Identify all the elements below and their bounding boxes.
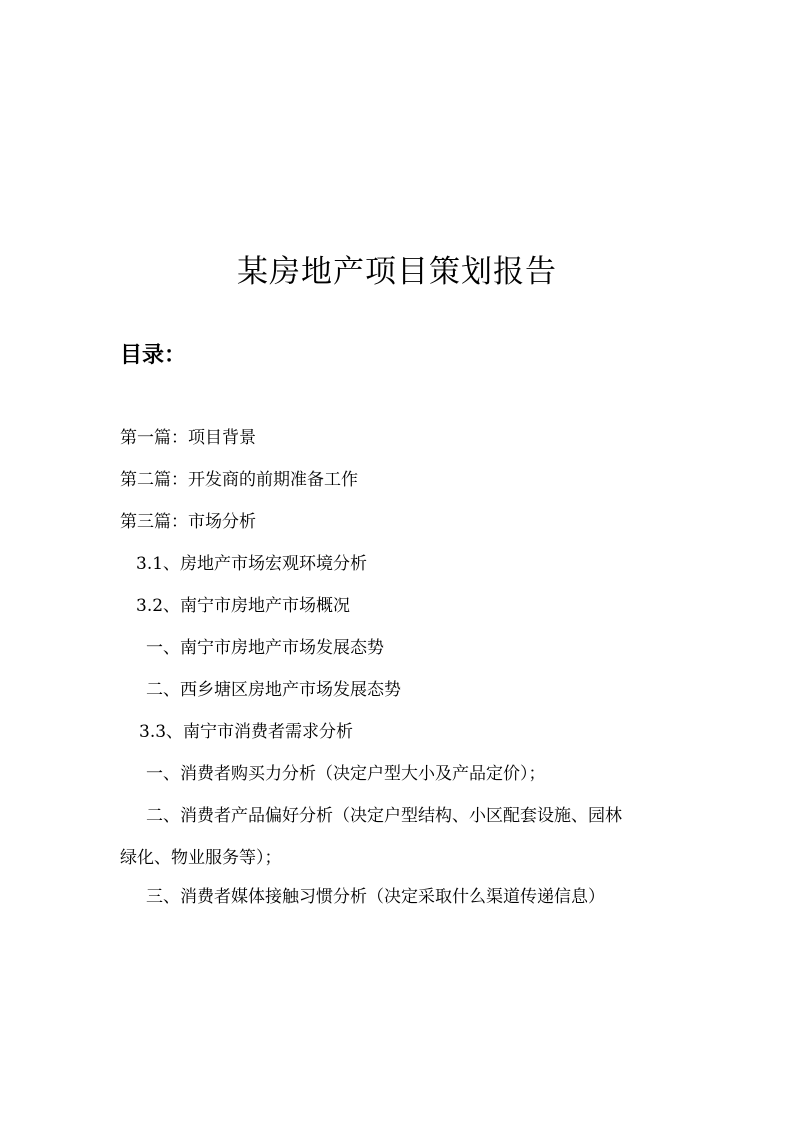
toc-item-part-2: 第二篇：开发商的前期准备工作 <box>120 470 358 490</box>
toc-item-3-3-b: 二、消费者产品偏好分析（决定户型结构、小区配套设施、园林 <box>146 806 622 826</box>
toc-item-3-3-c: 三、消费者媒体接触习惯分析（决定采取什么渠道传递信息） <box>146 887 605 907</box>
toc-item-3-2-a: 一、南宁市房地产市场发展态势 <box>146 638 384 658</box>
document-title: 某房地产项目策划报告 <box>237 254 557 290</box>
toc-item-3-2-b: 二、西乡塘区房地产市场发展态势 <box>146 680 401 700</box>
toc-item-3-3-b-continued: 绿化、物业服务等）； <box>120 848 282 868</box>
toc-item-part-1: 第一篇：项目背景 <box>120 428 256 448</box>
toc-item-3-3: 3.3、南宁市消费者需求分析 <box>139 722 354 742</box>
toc-item-3-3-a: 一、消费者购买力分析（决定户型大小及产品定价）； <box>146 764 546 784</box>
toc-item-3-1: 3.1、房地产市场宏观环境分析 <box>136 554 368 574</box>
toc-item-part-3: 第三篇：市场分析 <box>120 512 256 532</box>
toc-heading: 目录： <box>120 343 187 368</box>
toc-item-3-2: 3.2、南宁市房地产市场概况 <box>136 596 351 616</box>
